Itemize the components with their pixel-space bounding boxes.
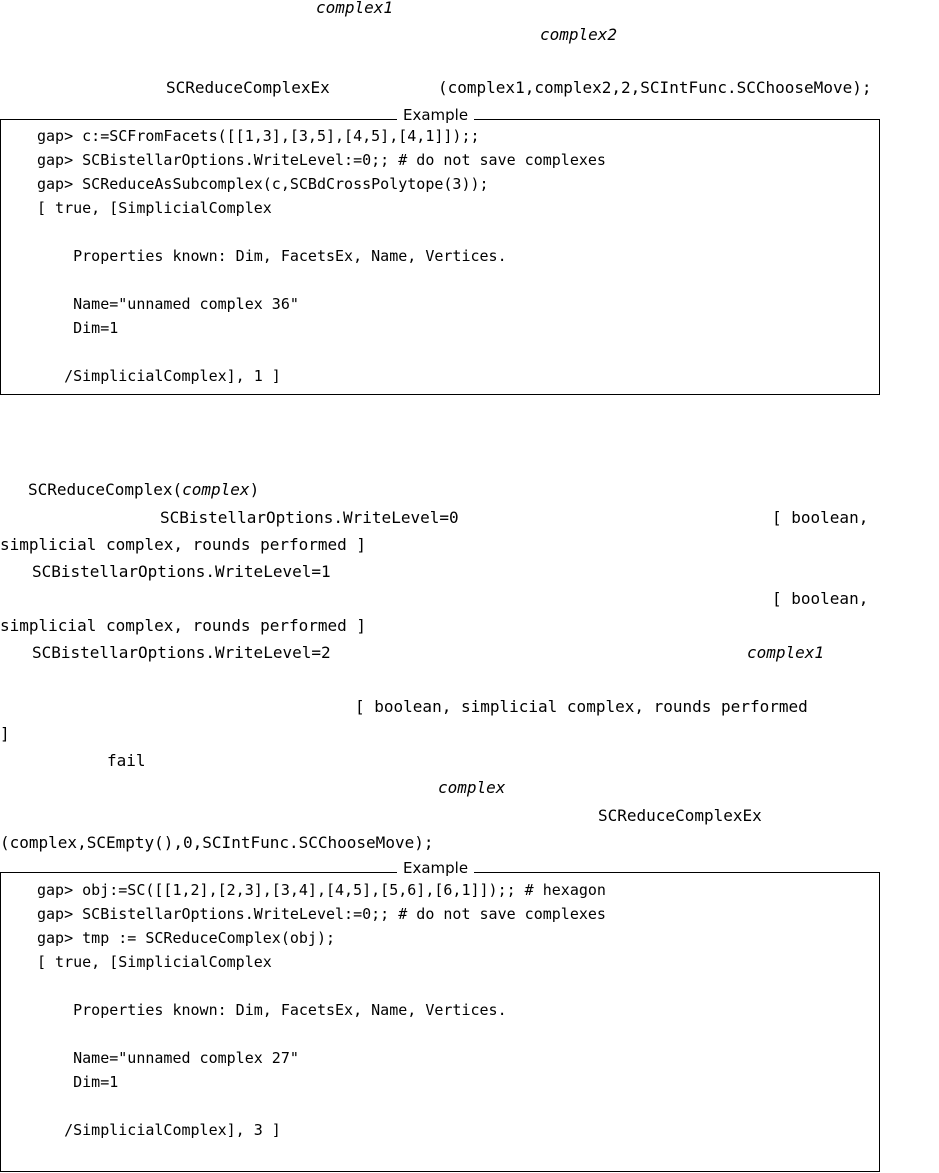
code-line: [37, 1094, 606, 1118]
function-call-args: (complex1,complex2,2,SCIntFunc.SCChooseMove);: [438, 78, 872, 97]
equivalent-function-call: (complex,SCEmpty(),0,SCIntFunc.SCChooseMove);: [0, 833, 434, 852]
writelevel-0: SCBistellarOptions.WriteLevel=0: [160, 508, 459, 527]
function-name-ex: SCReduceComplexEx: [166, 78, 330, 97]
code-line: [37, 340, 606, 364]
example-box-1: [0, 119, 880, 395]
arg-complex-ref: complex: [438, 778, 506, 797]
example-1-code: [37, 124, 606, 388]
return-desc-1b: simplicial complex, rounds performed ]: [0, 535, 367, 554]
arg-complex2-label: complex2: [540, 25, 618, 44]
code-line: Name="unnamed complex 36": [37, 295, 299, 313]
code-line: [37, 268, 606, 292]
code-line: Dim=1: [37, 319, 119, 337]
return-desc-2b: simplicial complex, rounds performed ]: [0, 616, 367, 635]
writelevel-2: SCBistellarOptions.WriteLevel=2: [32, 643, 331, 662]
code-line: gap> SCReduceAsSubcomplex(c,SCBdCrossPolytope(3));: [37, 175, 489, 193]
code-line: [37, 974, 606, 998]
function-arg: complex: [182, 480, 250, 499]
example-2-code: [37, 878, 606, 1142]
code-line: [ true, [SimplicialComplex: [37, 199, 272, 217]
code-line: gap> obj:=SC([[1,2],[2,3],[3,4],[4,5],[5,6],[6,1]]);; # hexagon: [37, 881, 606, 899]
code-line: gap> SCBistellarOptions.WriteLevel:=0;; # do not save complexes: [37, 905, 606, 923]
fail-value: fail: [107, 751, 146, 770]
code-line: Name="unnamed complex 27": [37, 1049, 299, 1067]
code-line: gap> SCBistellarOptions.WriteLevel:=0;; # do not save complexes: [37, 151, 606, 169]
code-line: /SimplicialComplex], 3 ]: [37, 1121, 281, 1139]
code-line: /SimplicialComplex], 1 ]: [37, 367, 281, 385]
equivalent-function-name: SCReduceComplexEx: [598, 806, 762, 825]
code-line: [37, 1022, 606, 1046]
example-label-1: Example: [397, 106, 474, 124]
function-close: ): [249, 480, 260, 499]
return-desc-2a: [ boolean,: [772, 589, 869, 608]
code-line: Dim=1: [37, 1073, 119, 1091]
function-signature: [28, 480, 259, 500]
return-desc-1a: [ boolean,: [772, 508, 869, 527]
example-label-2: Example: [397, 859, 474, 877]
example-box-2: [0, 872, 880, 1172]
return-desc-3b: ]: [0, 724, 10, 743]
function-name: SCReduceComplex(: [28, 480, 183, 499]
code-line: gap> tmp := SCReduceComplex(obj);: [37, 929, 336, 947]
code-line: [ true, [SimplicialComplex: [37, 953, 272, 971]
writelevel-1: SCBistellarOptions.WriteLevel=1: [32, 562, 331, 581]
code-line: Properties known: Dim, FacetsEx, Name, Vertices.: [37, 247, 507, 265]
return-desc-3a: [ boolean, simplicial complex, rounds performed: [355, 697, 808, 716]
arg-complex1-label: complex1: [316, 0, 394, 17]
code-line: Properties known: Dim, FacetsEx, Name, Vertices.: [37, 1001, 507, 1019]
arg-complex1-ref: complex1: [747, 643, 825, 662]
code-line: [37, 220, 606, 244]
code-line: gap> c:=SCFromFacets([[1,3],[3,5],[4,5],[4,1]]);;: [37, 127, 480, 145]
